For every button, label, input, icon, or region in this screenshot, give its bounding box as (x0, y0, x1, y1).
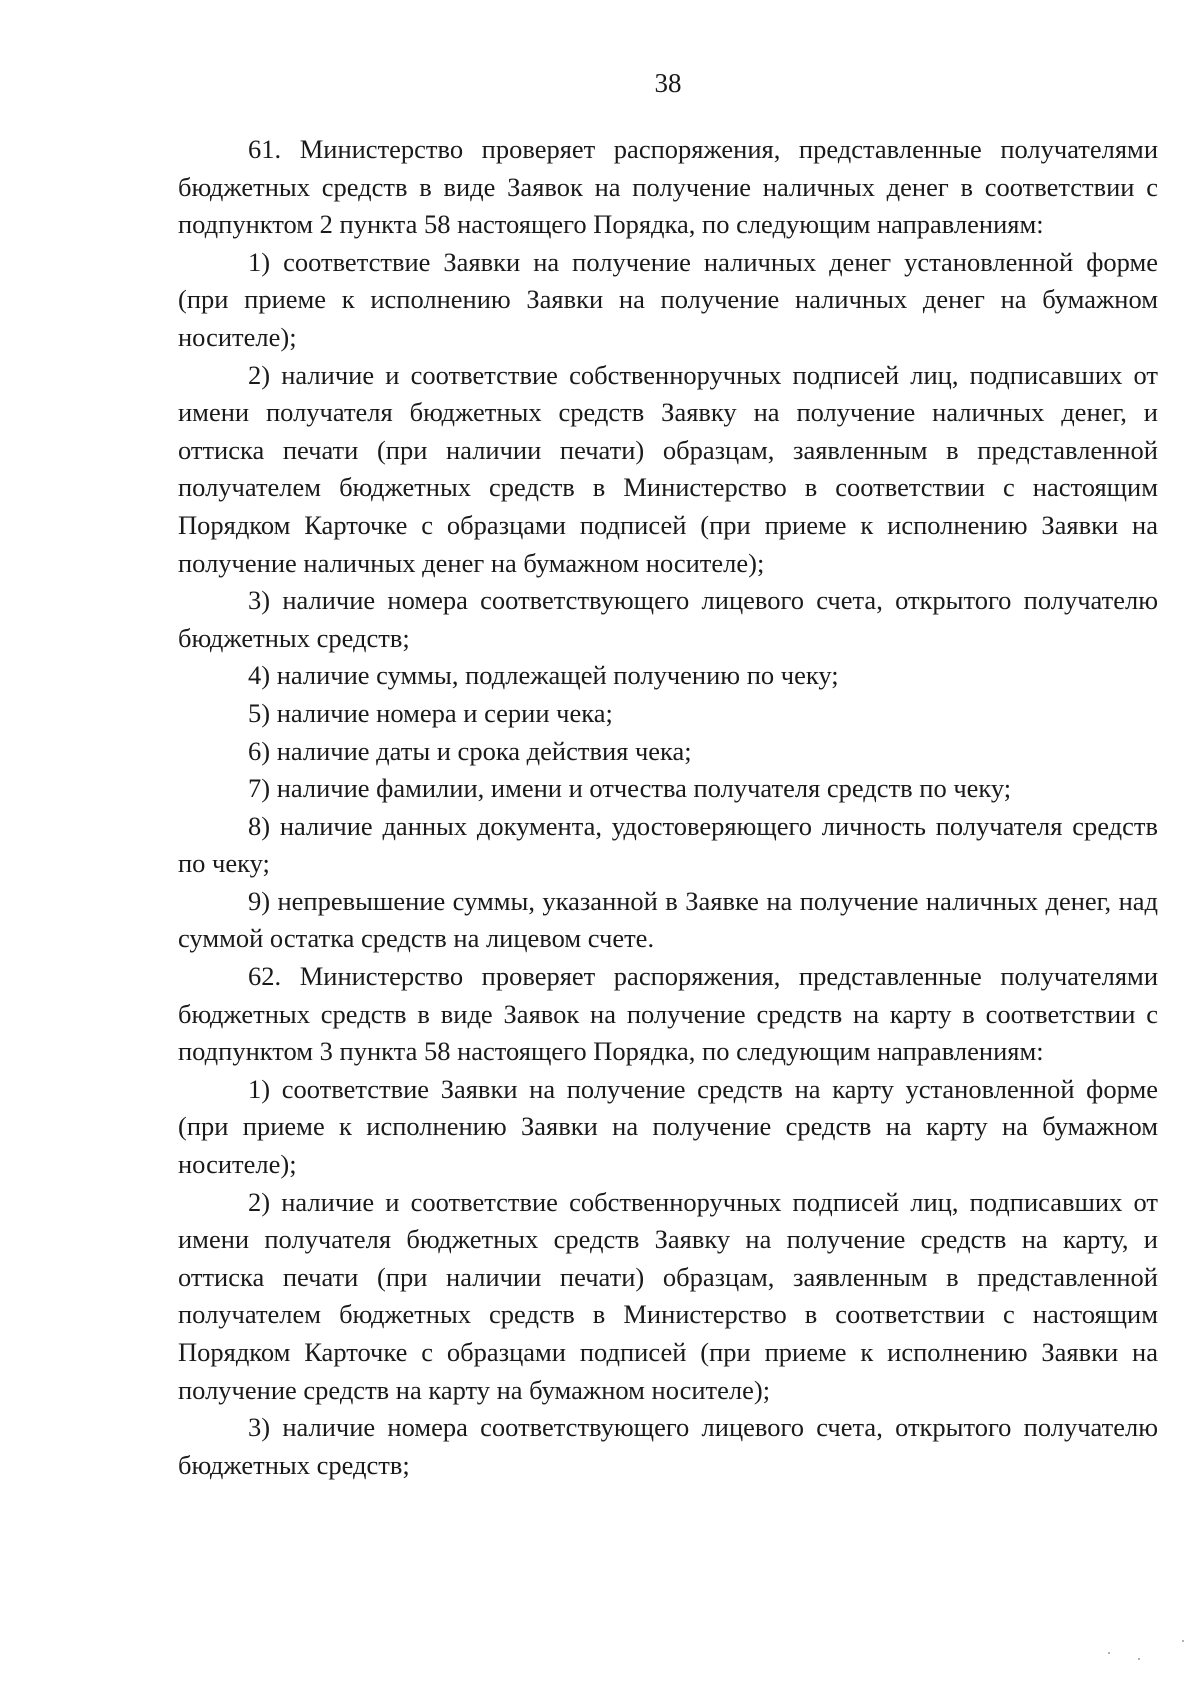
paragraph-61-item-9: 9) непревышение суммы, указанной в Заявке на получение наличных денег, над суммой остатка средств на лицевом счете. (178, 885, 1158, 954)
paragraph-62-intro: 62. Министерство проверяет распоряжения, представленные получателями бюджетных средств в виде Заявок на получение средств на карту в соответствии с подпунктом 3 пункта 58 настоящего Порядка, по следующим направлениям: (178, 961, 1158, 1067)
paragraph-61-item-4: 4) наличие суммы, подлежащей получению по чеку; (248, 660, 839, 691)
paragraph-61-item-7: 7) наличие фамилии, имени и отчества получателя средств по чеку; (248, 773, 1012, 804)
scan-speck (1108, 1652, 1110, 1654)
paragraph-62-item-1: 1) соответствие Заявки на получение средств на карту установленной форме (при приеме к исполнению Заявки на получение средств на карту на бумажном носителе); (178, 1073, 1158, 1180)
paragraph-61-item-1: 1) соответствие Заявки на получение наличных денег установленной форме (при приеме к исполнению Заявки на получение наличных денег на бумажном носителе); (178, 246, 1158, 352)
paragraph-61-item-5: 5) наличие номера и серии чека; (248, 697, 613, 728)
paragraph-61-item-3: 3) наличие номера соответствующего лицевого счета, открытого получателю бюджетных средств; (178, 585, 1158, 653)
paragraph-61-intro: 61. Министерство проверяет распоряжения, представленные получателями бюджетных средств в виде Заявок на получение наличных денег в соответствии с подпунктом 2 пункта 58 настоящего Порядка, по следующим направлениям: (178, 134, 1158, 240)
paragraph-62-item-3: 3) наличие номера соответствующего лицевого счета, открытого получателю бюджетных средств; (178, 1412, 1158, 1480)
scan-speck (1138, 1658, 1140, 1660)
scan-speck (1182, 1640, 1184, 1642)
paragraph-61-item-2: 2) наличие и соответствие собственноручных подписей лиц, подписавших от имени получателя бюджетных средств Заявку на получение наличных денег, и оттиска печати (при наличии печати) образцам, заявленным в представленной получателем бюджетных средств в Министерство в соответствии с настоящим Порядком Карточке с образцами подписей (при приеме к исполнению Заявки на получение наличных денег на бумажном носителе); (178, 359, 1158, 578)
page-number: 38 (654, 68, 682, 98)
paragraph-61-item-6: 6) наличие даты и срока действия чека; (248, 735, 692, 766)
paragraph-61-item-8: 8) наличие данных документа, удостоверяющего личность получателя средств по чеку; (178, 810, 1158, 879)
document-body (178, 131, 1158, 1484)
paragraph-62-item-2: 2) наличие и соответствие собственноручных подписей лиц, подписавших от имени получателя бюджетных средств Заявку на получение средств на карту, и оттиска печати (при наличии печати) образцам, заявленным в представленной получателем бюджетных средств в Министерство в соответствии с настоящим Порядком Карточке с образцами подписей (при приеме к исполнению Заявки на получение средств на карту на бумажном носителе); (178, 1186, 1158, 1405)
